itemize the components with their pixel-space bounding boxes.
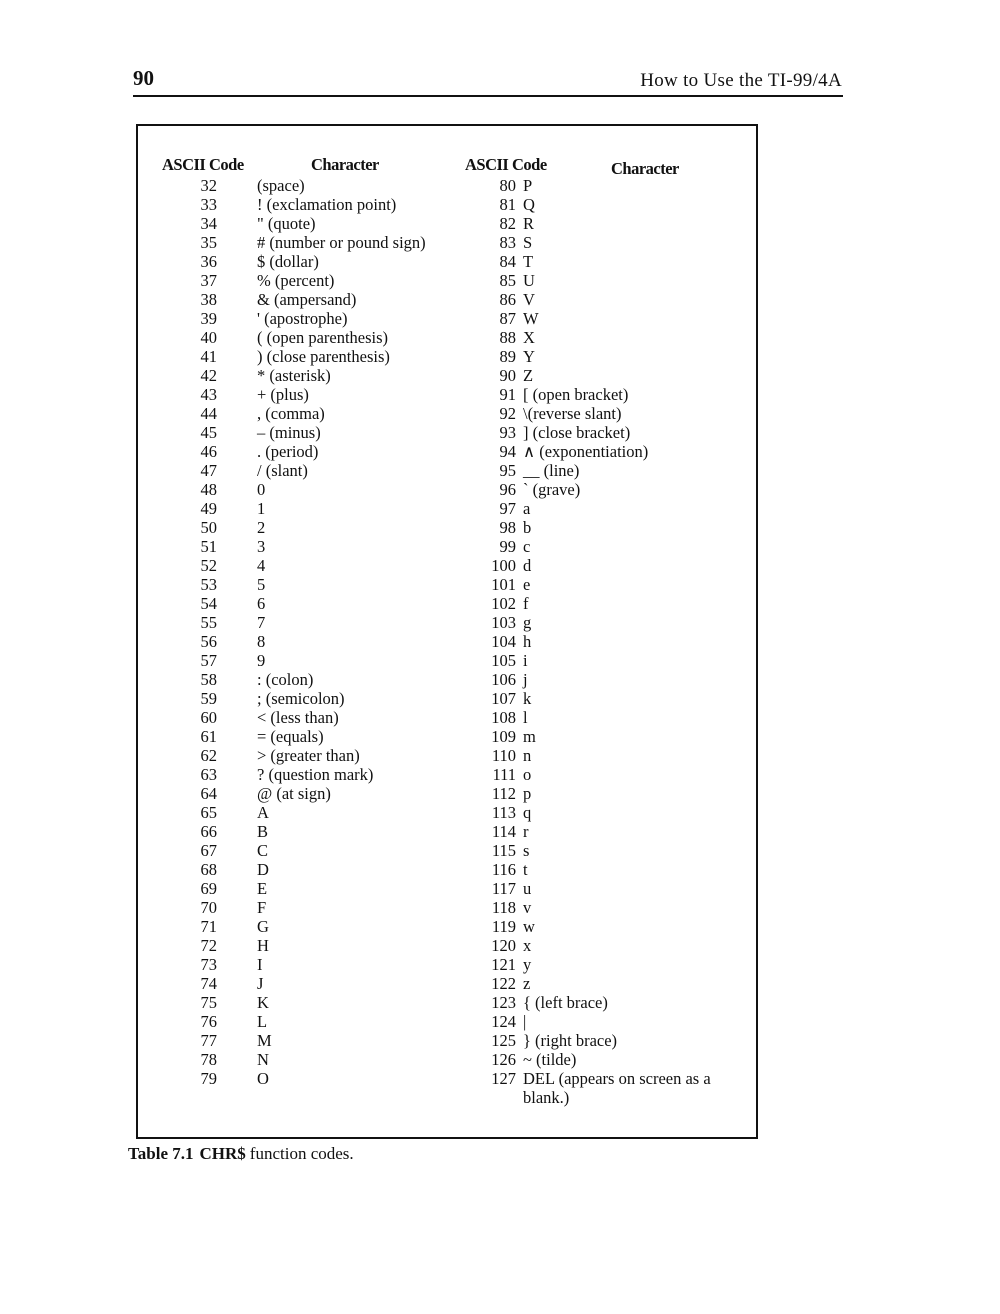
- ascii-code: 86: [499, 290, 516, 309]
- ascii-code: 60: [200, 708, 217, 727]
- ascii-code: 55: [200, 613, 217, 632]
- ascii-code: 45: [200, 423, 217, 442]
- character-description: r: [523, 822, 529, 841]
- ascii-code: 109: [491, 727, 516, 746]
- ascii-code: 104: [491, 632, 516, 651]
- ascii-code: 101: [491, 575, 516, 594]
- ascii-code: 87: [499, 309, 516, 328]
- ascii-code: 122: [491, 974, 516, 993]
- ascii-code: 111: [492, 765, 516, 784]
- ascii-code: 82: [499, 214, 516, 233]
- ascii-code: 62: [200, 746, 217, 765]
- ascii-code: 53: [200, 575, 217, 594]
- character-description: F: [257, 898, 267, 917]
- character-description: = (equals): [257, 727, 324, 746]
- ascii-code: 48: [200, 480, 217, 499]
- character-description: e: [523, 575, 531, 594]
- ascii-code: 117: [491, 879, 516, 898]
- page-number: 90: [133, 66, 154, 90]
- character-description: k: [523, 689, 532, 708]
- header-rule: [133, 95, 843, 97]
- ascii-code: 119: [491, 917, 516, 936]
- character-description: W: [523, 309, 539, 328]
- character-description: H: [257, 936, 269, 955]
- character-description: c: [523, 537, 531, 556]
- character-description: DEL (appears on screen as a blank.): [523, 1069, 711, 1107]
- character-description: ) (close parenthesis): [257, 347, 390, 366]
- character-description: ∧ (exponentiation): [523, 442, 649, 461]
- character-description: 4: [257, 556, 266, 575]
- character-description: % (percent): [257, 271, 335, 290]
- character-description: S: [523, 233, 533, 252]
- character-description: w: [523, 917, 535, 936]
- ascii-code: 107: [491, 689, 516, 708]
- ascii-code: 64: [200, 784, 217, 803]
- ascii-code: 90: [499, 366, 516, 385]
- ascii-code: 63: [200, 765, 217, 784]
- character-description: & (ampersand): [257, 290, 357, 309]
- ascii-code: 91: [499, 385, 516, 404]
- ascii-code: 69: [200, 879, 217, 898]
- character-description: I: [257, 955, 263, 974]
- character-description: J: [257, 974, 264, 993]
- ascii-code: 38: [200, 290, 217, 309]
- ascii-code: 78: [200, 1050, 217, 1069]
- character-description: d: [523, 556, 532, 575]
- character-description: m: [523, 727, 536, 746]
- ascii-code: 100: [491, 556, 516, 575]
- ascii-code: 112: [491, 784, 516, 803]
- right-code-header: ASCII Code: [465, 155, 547, 174]
- character-description: 2: [257, 518, 266, 537]
- character-description: ; (semicolon): [257, 689, 345, 708]
- caption-term: CHR$: [199, 1144, 246, 1163]
- ascii-code: 124: [491, 1012, 516, 1031]
- ascii-code: 93: [499, 423, 516, 442]
- character-description: A: [257, 803, 269, 822]
- character-description: @ (at sign): [257, 784, 331, 803]
- character-description: ~ (tilde): [523, 1050, 577, 1069]
- right-char-header: Character: [611, 159, 679, 178]
- character-description: (space): [257, 176, 305, 195]
- character-description: : (colon): [257, 670, 314, 689]
- character-description: $ (dollar): [257, 252, 319, 271]
- character-description: E: [257, 879, 268, 898]
- character-description: G: [257, 917, 269, 936]
- character-description: 0: [257, 480, 266, 499]
- character-description: B: [257, 822, 269, 841]
- character-description: K: [257, 993, 269, 1012]
- character-description: a: [523, 499, 531, 518]
- character-description: . (period): [257, 442, 319, 461]
- ascii-code: 85: [499, 271, 516, 290]
- ascii-code: 98: [499, 518, 516, 537]
- ascii-code: 66: [200, 822, 217, 841]
- character-description: R: [523, 214, 535, 233]
- ascii-code: 126: [491, 1050, 516, 1069]
- character-description: 8: [257, 632, 266, 651]
- ascii-code: 99: [499, 537, 516, 556]
- character-description: [ (open bracket): [523, 385, 629, 404]
- character-description: g: [523, 613, 532, 632]
- ascii-code: 108: [491, 708, 516, 727]
- ascii-code: 33: [200, 195, 217, 214]
- character-description: p: [523, 784, 532, 803]
- ascii-code: 123: [491, 993, 516, 1012]
- ascii-code: 94: [499, 442, 516, 461]
- ascii-code: 80: [499, 176, 516, 195]
- character-description: } (right brace): [523, 1031, 618, 1050]
- ascii-code: 35: [200, 233, 217, 252]
- character-description: # (number or pound sign): [257, 233, 426, 252]
- ascii-code: 72: [200, 936, 217, 955]
- character-description: o: [523, 765, 532, 784]
- caption-text: function codes.: [249, 1144, 354, 1163]
- ascii-code: 68: [200, 860, 217, 879]
- character-description: z: [523, 974, 531, 993]
- ascii-code: 51: [200, 537, 217, 556]
- ascii-code: 105: [491, 651, 516, 670]
- character-description: – (minus): [257, 423, 321, 442]
- character-description: V: [523, 290, 535, 309]
- character-description: q: [523, 803, 532, 822]
- character-description: i: [523, 651, 528, 670]
- ascii-code: 71: [200, 917, 217, 936]
- ascii-code: 56: [200, 632, 217, 651]
- caption-label: Table 7.1: [128, 1144, 194, 1163]
- ascii-code: 32: [200, 176, 217, 195]
- character-description: N: [257, 1050, 269, 1069]
- ascii-code: 67: [200, 841, 217, 860]
- ascii-code: 125: [491, 1031, 516, 1050]
- character-description: ' (apostrophe): [257, 309, 348, 328]
- ascii-code: 49: [200, 499, 217, 518]
- ascii-code: 75: [200, 993, 217, 1012]
- ascii-code: 118: [491, 898, 516, 917]
- character-description: 9: [257, 651, 266, 670]
- character-description: U: [523, 271, 535, 290]
- character-description: * (asterisk): [257, 366, 331, 385]
- character-description: 5: [257, 575, 266, 594]
- ascii-code: 65: [200, 803, 217, 822]
- ascii-code: 41: [200, 347, 217, 366]
- ascii-code: 73: [200, 955, 217, 974]
- character-description: v: [523, 898, 532, 917]
- ascii-code: 120: [491, 936, 516, 955]
- ascii-code: 40: [200, 328, 217, 347]
- character-description: " (quote): [257, 214, 316, 233]
- ascii-code: 44: [200, 404, 217, 423]
- character-description: ` (grave): [523, 480, 581, 499]
- ascii-code: 46: [200, 442, 217, 461]
- character-description: |: [523, 1012, 527, 1031]
- ascii-code: 76: [200, 1012, 217, 1031]
- ascii-code: 74: [200, 974, 217, 993]
- ascii-code: 96: [499, 480, 516, 499]
- ascii-code: 102: [491, 594, 516, 613]
- ascii-code: 34: [200, 214, 217, 233]
- ascii-code: 103: [491, 613, 516, 632]
- character-description: y: [523, 955, 532, 974]
- table-frame: [136, 124, 758, 1139]
- ascii-code: 92: [499, 404, 516, 423]
- ascii-code: 95: [499, 461, 516, 480]
- character-description: , (comma): [257, 404, 325, 423]
- character-description: ? (question mark): [257, 765, 374, 784]
- character-description: + (plus): [257, 385, 309, 404]
- character-description: T: [523, 252, 534, 271]
- character-description: b: [523, 518, 532, 537]
- ascii-code: 36: [200, 252, 217, 271]
- character-description: t: [523, 860, 528, 879]
- ascii-code: 37: [200, 271, 217, 290]
- ascii-code: 127: [491, 1069, 516, 1088]
- ascii-code: 59: [200, 689, 217, 708]
- character-description: X: [523, 328, 535, 347]
- table-caption: [128, 1144, 354, 1164]
- character-description: ( (open parenthesis): [257, 328, 389, 347]
- character-description: 1: [257, 499, 266, 518]
- ascii-code: 115: [491, 841, 516, 860]
- character-description: Z: [523, 366, 534, 385]
- ascii-code: 83: [499, 233, 516, 252]
- character-description: x: [523, 936, 532, 955]
- ascii-code: 43: [200, 385, 217, 404]
- character-description: h: [523, 632, 532, 651]
- character-description: Q: [523, 195, 535, 214]
- ascii-code: 116: [491, 860, 516, 879]
- ascii-code: 79: [200, 1069, 217, 1088]
- ascii-code: 88: [499, 328, 516, 347]
- character-description: > (greater than): [257, 746, 360, 765]
- character-description: s: [523, 841, 530, 860]
- ascii-code: 39: [200, 309, 217, 328]
- character-description: L: [257, 1012, 268, 1031]
- character-description: \(reverse slant): [523, 404, 622, 423]
- ascii-code: 61: [200, 727, 217, 746]
- character-description: ! (exclamation point): [257, 195, 397, 214]
- ascii-code: 77: [200, 1031, 217, 1050]
- character-description: Y: [523, 347, 535, 366]
- ascii-code: 52: [200, 556, 217, 575]
- character-description: n: [523, 746, 532, 765]
- ascii-code: 54: [200, 594, 217, 613]
- left-code-header: ASCII Code: [162, 155, 244, 174]
- ascii-code: 42: [200, 366, 217, 385]
- ascii-code: 113: [491, 803, 516, 822]
- ascii-code: 70: [200, 898, 217, 917]
- character-description: { (left brace): [523, 993, 608, 1012]
- ascii-code: 97: [499, 499, 516, 518]
- ascii-code: 121: [491, 955, 516, 974]
- character-description: ] (close bracket): [523, 423, 631, 442]
- character-description: __ (line): [523, 461, 580, 480]
- ascii-code: 58: [200, 670, 217, 689]
- character-description: 6: [257, 594, 266, 613]
- character-description: D: [257, 860, 269, 879]
- character-description: < (less than): [257, 708, 339, 727]
- ascii-code: 57: [200, 651, 217, 670]
- ascii-code: 81: [499, 195, 516, 214]
- character-description: 7: [257, 613, 266, 632]
- character-description: C: [257, 841, 269, 860]
- character-description: u: [523, 879, 532, 898]
- character-description: j: [523, 670, 528, 689]
- character-description: l: [523, 708, 528, 727]
- left-char-header: Character: [311, 155, 379, 174]
- ascii-code: 106: [491, 670, 516, 689]
- character-description: f: [523, 594, 529, 613]
- character-description: P: [523, 176, 533, 195]
- character-description: M: [257, 1031, 272, 1050]
- ascii-code: 114: [491, 822, 516, 841]
- character-description: 3: [257, 537, 266, 556]
- ascii-code: 47: [200, 461, 217, 480]
- ascii-code: 89: [499, 347, 516, 366]
- running-head: How to Use the TI-99/4A: [640, 70, 842, 91]
- ascii-code: 110: [491, 746, 516, 765]
- ascii-code: 84: [499, 252, 516, 271]
- character-description: / (slant): [257, 461, 308, 480]
- character-description: O: [257, 1069, 269, 1088]
- ascii-code: 50: [200, 518, 217, 537]
